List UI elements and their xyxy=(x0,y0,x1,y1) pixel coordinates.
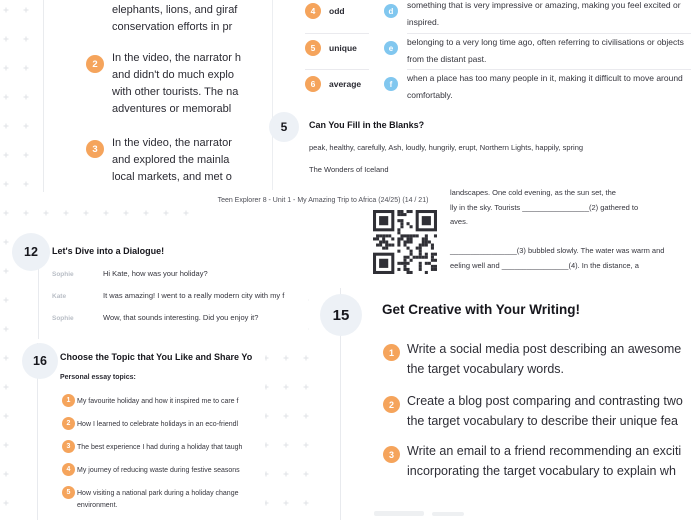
section-number-badge: 5 xyxy=(269,112,299,142)
vocabulary-term: odd xyxy=(329,6,345,16)
section-number-badge: 12 xyxy=(12,233,50,271)
topic-line: My journey of reducing waste during festive seasons xyxy=(77,467,240,474)
item-text-line: In the video, the narrator h xyxy=(112,52,242,64)
item-text-line: local markets, and met o xyxy=(112,171,232,183)
section-title: Get Creative with Your Writing! xyxy=(382,302,581,317)
topic-line: How visiting a national park during a holiday change xyxy=(77,490,239,497)
item-number-badge: 2 xyxy=(86,55,104,73)
page-essay-topics xyxy=(20,343,265,520)
story-title: The Wonders of Iceland xyxy=(309,165,389,174)
section-title: Choose the Topic that You Like and Share Yo xyxy=(60,352,253,362)
clipped-text-remnant xyxy=(432,512,464,516)
story-line: eeling well and ________________(4). In the distance, a xyxy=(450,260,639,270)
task-line: Create a blog post comparing and contrasting two xyxy=(407,394,683,408)
vocabulary-term: unique xyxy=(329,43,357,53)
speaker-label: Kate xyxy=(52,293,67,300)
page-fragment-video-questions xyxy=(43,0,272,192)
task-line: Write an email to a friend recommending an exciti xyxy=(407,444,682,458)
item-number-badge: 3 xyxy=(86,140,104,158)
dialogue-line: It was amazing! I went to a really modern city with my f xyxy=(103,291,285,300)
definition-text: belonging to a very long time ago, often referring to civilisations or objects from the distant past. xyxy=(407,37,684,64)
divider xyxy=(305,69,369,70)
task-number-badge: 3 xyxy=(383,446,400,463)
speaker-label: Sophie xyxy=(52,315,74,322)
story-line xyxy=(450,230,664,245)
topic-line: The best experience I had during a holiday that taugh xyxy=(77,444,243,451)
story-line: aves. xyxy=(450,217,468,226)
item-text-line: adventures or memorabl xyxy=(112,103,232,115)
topic-number-badge: 1 xyxy=(62,394,75,407)
vocabulary-term: average xyxy=(329,79,362,89)
story-line: ________________(3) bubbled slowly. The water was warm and xyxy=(450,246,665,255)
task-line: the target vocabulary to describe their unique fea xyxy=(407,413,679,428)
story-line: landscapes. One cold evening, as the sun set, the xyxy=(450,188,616,197)
item-text-line: with other tourists. The na xyxy=(112,86,239,98)
qr-code xyxy=(372,210,438,274)
section-title: Can You Fill in the Blanks? xyxy=(309,120,425,130)
story-text xyxy=(450,186,664,273)
word-bank: peak, healthy, carefully, Ash, loudly, hungrily, erupt, Northern Lights, happily, spring xyxy=(309,143,584,152)
section-title: Let's Dive into a Dialogue! xyxy=(52,246,165,256)
task-number-badge: 2 xyxy=(383,396,400,413)
topic-number-badge: 4 xyxy=(62,463,75,476)
speaker-label: Sophie xyxy=(52,271,74,278)
clipped-text-remnant xyxy=(374,511,424,516)
topic-line: environment. xyxy=(77,501,118,509)
definition-letter-badge: f xyxy=(384,77,398,91)
task-line: the target vocabulary words. xyxy=(407,361,565,376)
topic-line: My favourite holiday and how it inspired me to care f xyxy=(77,398,239,405)
story-line: lly in the sky. Tourists ________________(2) gathered to xyxy=(450,202,639,212)
item-text-line: and didn't do much explo xyxy=(112,69,234,81)
term-number-badge: 5 xyxy=(305,40,321,56)
section-number-badge: 15 xyxy=(320,294,362,336)
task-line: Write a social media post describing an awesome xyxy=(407,342,682,356)
divider xyxy=(305,33,369,34)
section-number-badge: 16 xyxy=(22,343,58,379)
paragraph-line: elephants, lions, and giraf xyxy=(112,4,238,16)
dialogue-line: Hi Kate, how was your holiday? xyxy=(103,269,208,278)
topic-number-badge: 5 xyxy=(62,486,75,499)
dialogue-line: Wow, that sounds interesting. Did you enjoy it? xyxy=(103,313,259,322)
term-number-badge: 4 xyxy=(305,3,321,19)
topic-line: How I learned to celebrate holidays in an eco-friendl xyxy=(77,421,239,428)
item-text-line: and explored the mainla xyxy=(112,154,230,166)
page-creative-writing xyxy=(318,288,700,520)
task-line: incorporating the target vocabulary to explain wh xyxy=(407,463,676,478)
definition-text: something that is very impressive or amazing, making you feel excited or inspired. xyxy=(407,0,681,27)
page-caption: Teen Explorer 8 - Unit 1 - My Amazing Trip to Africa (24/25) (14 / 21) xyxy=(217,197,429,204)
topic-number-badge: 2 xyxy=(62,417,75,430)
definition-text: when a place has too many people in it, making it difficult to move around comfortably. xyxy=(407,73,683,100)
paragraph-line: conservation efforts in pr xyxy=(112,21,233,33)
term-number-badge: 6 xyxy=(305,76,321,92)
definition-letter-badge: d xyxy=(384,4,398,18)
page-dialogue xyxy=(22,222,308,339)
subsection-label: Personal essay topics: xyxy=(60,374,136,381)
item-text-line: In the video, the narrator xyxy=(112,137,232,149)
definition-letter-badge: e xyxy=(384,41,398,55)
topic-number-badge: 3 xyxy=(62,440,75,453)
task-number-badge: 1 xyxy=(383,344,400,361)
